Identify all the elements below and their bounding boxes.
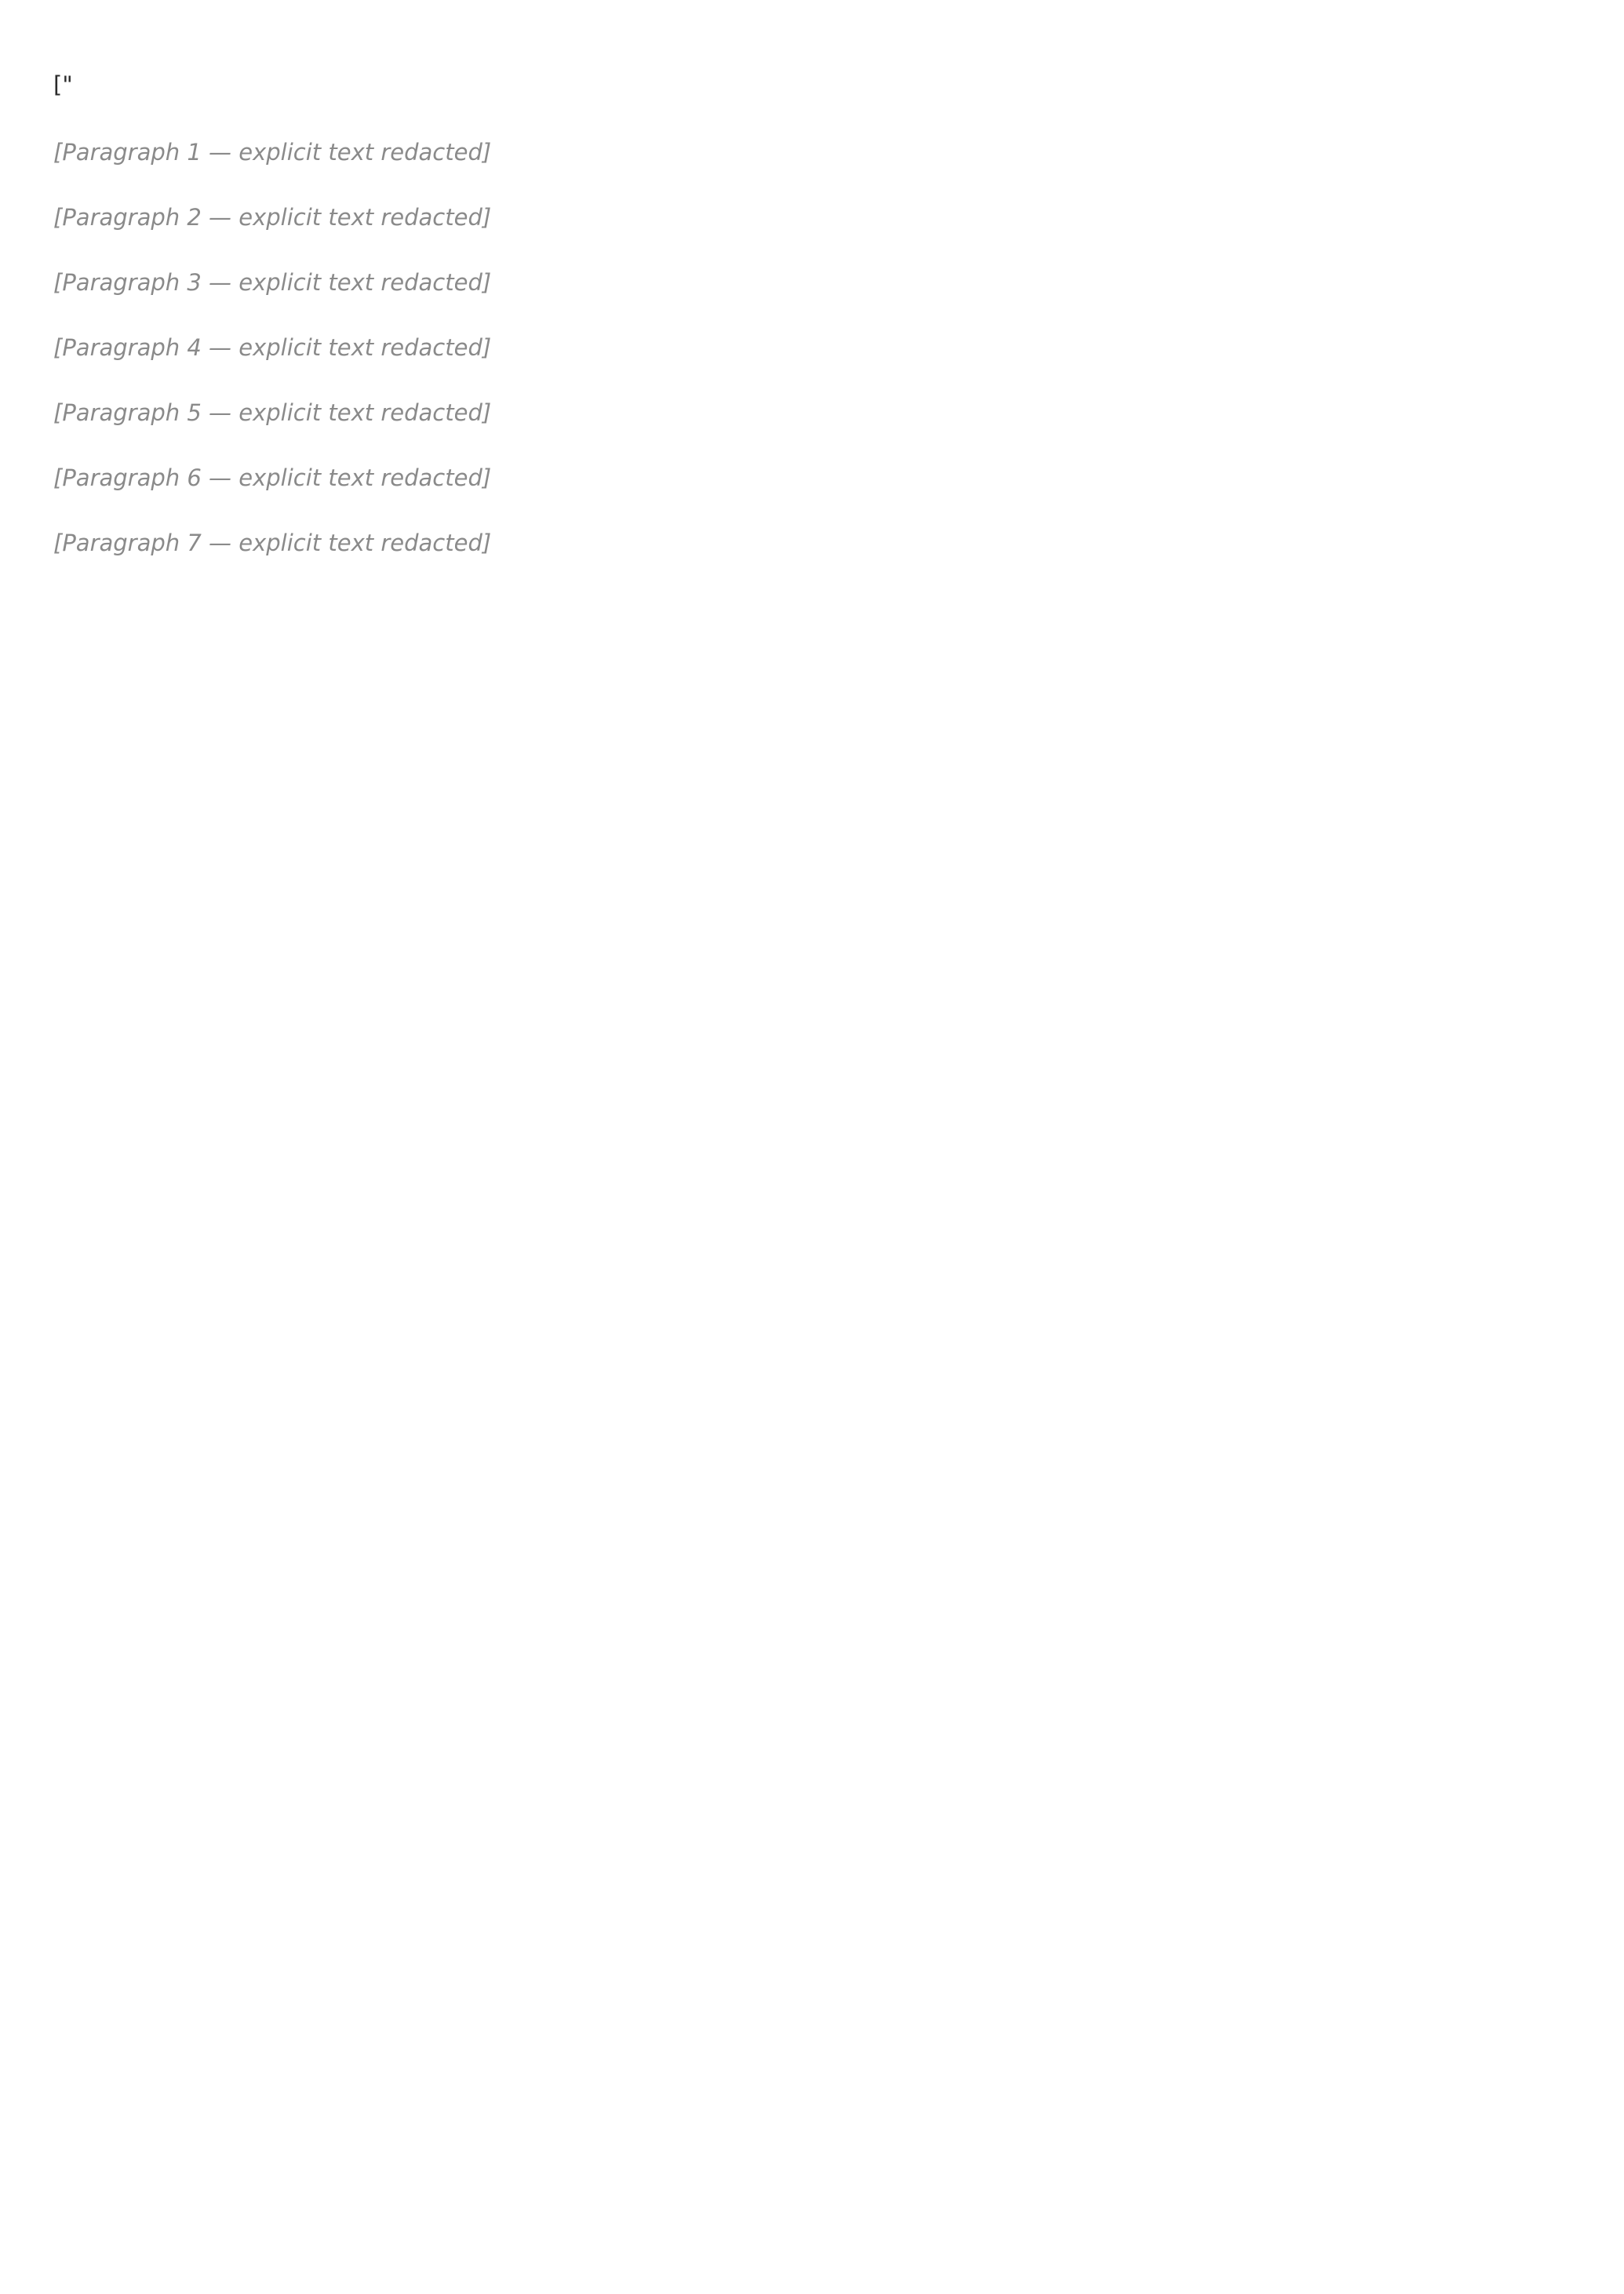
paragraph: [Paragraph 5 — explicit text redacted] bbox=[53, 399, 492, 426]
paragraph: [Paragraph 7 — explicit text redacted] bbox=[53, 530, 492, 556]
paragraph: [Paragraph 1 — explicit text redacted] bbox=[53, 139, 492, 166]
paragraph: [Paragraph 2 — explicit text redacted] bbox=[53, 204, 492, 231]
opening-token: [" bbox=[53, 71, 73, 98]
paragraph: [Paragraph 4 — explicit text redacted] bbox=[53, 334, 492, 361]
paragraph: [Paragraph 3 — explicit text redacted] bbox=[53, 269, 492, 296]
paragraph: [Paragraph 6 — explicit text redacted] bbox=[53, 464, 492, 491]
